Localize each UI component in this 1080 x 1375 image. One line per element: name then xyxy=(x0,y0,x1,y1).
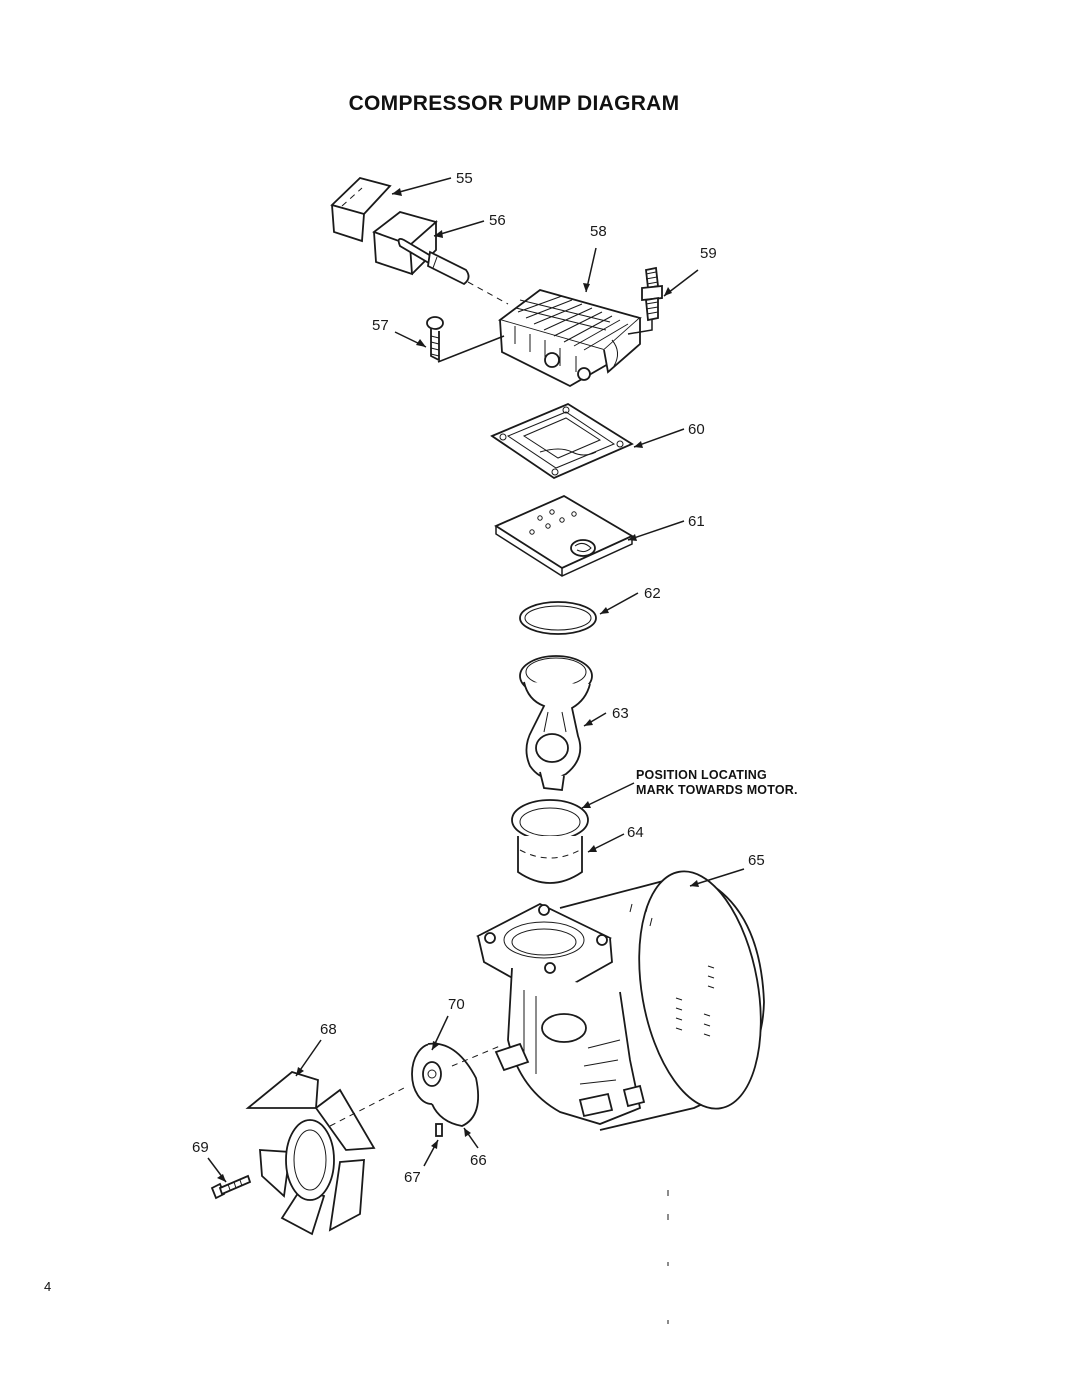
callout-61: 61 xyxy=(688,513,705,530)
part-61-valve-plate xyxy=(496,496,632,576)
callout-59: 59 xyxy=(700,245,717,262)
part-57-head-bolt xyxy=(427,317,443,360)
callout-67: 67 xyxy=(404,1169,421,1186)
callout-70: 70 xyxy=(448,996,465,1013)
note-line-1: POSITION LOCATING xyxy=(636,768,767,782)
part-67-key xyxy=(436,1124,442,1136)
callout-64: 64 xyxy=(627,824,644,841)
callout-69: 69 xyxy=(192,1139,209,1156)
part-63-connecting-rod xyxy=(520,656,592,790)
callout-57: 57 xyxy=(372,317,389,334)
callout-56: 56 xyxy=(489,212,506,229)
callout-62: 62 xyxy=(644,585,661,602)
part-68-fan xyxy=(248,1072,374,1234)
part-64-bearing xyxy=(512,800,588,883)
callout-60: 60 xyxy=(688,421,705,438)
page-number: 4 xyxy=(44,1279,52,1294)
part-62-o-ring xyxy=(520,602,596,634)
part-58-cylinder-head xyxy=(500,290,640,386)
part-60-head-gasket xyxy=(492,404,632,478)
callout-63: 63 xyxy=(612,705,629,722)
callout-66: 66 xyxy=(470,1152,487,1169)
note-line-2: MARK TOWARDS MOTOR. xyxy=(636,783,798,797)
page-title: COMPRESSOR PUMP DIAGRAM xyxy=(348,92,680,115)
part-56-intake-filter xyxy=(374,212,469,284)
part-69-fan-bolt xyxy=(212,1176,250,1198)
callout-68: 68 xyxy=(320,1021,337,1038)
callout-58: 58 xyxy=(590,223,607,240)
part-70-eccentric-pulley xyxy=(412,1044,478,1126)
callout-55: 55 xyxy=(456,170,473,187)
position-note xyxy=(636,768,798,798)
callout-65: 65 xyxy=(748,852,765,869)
